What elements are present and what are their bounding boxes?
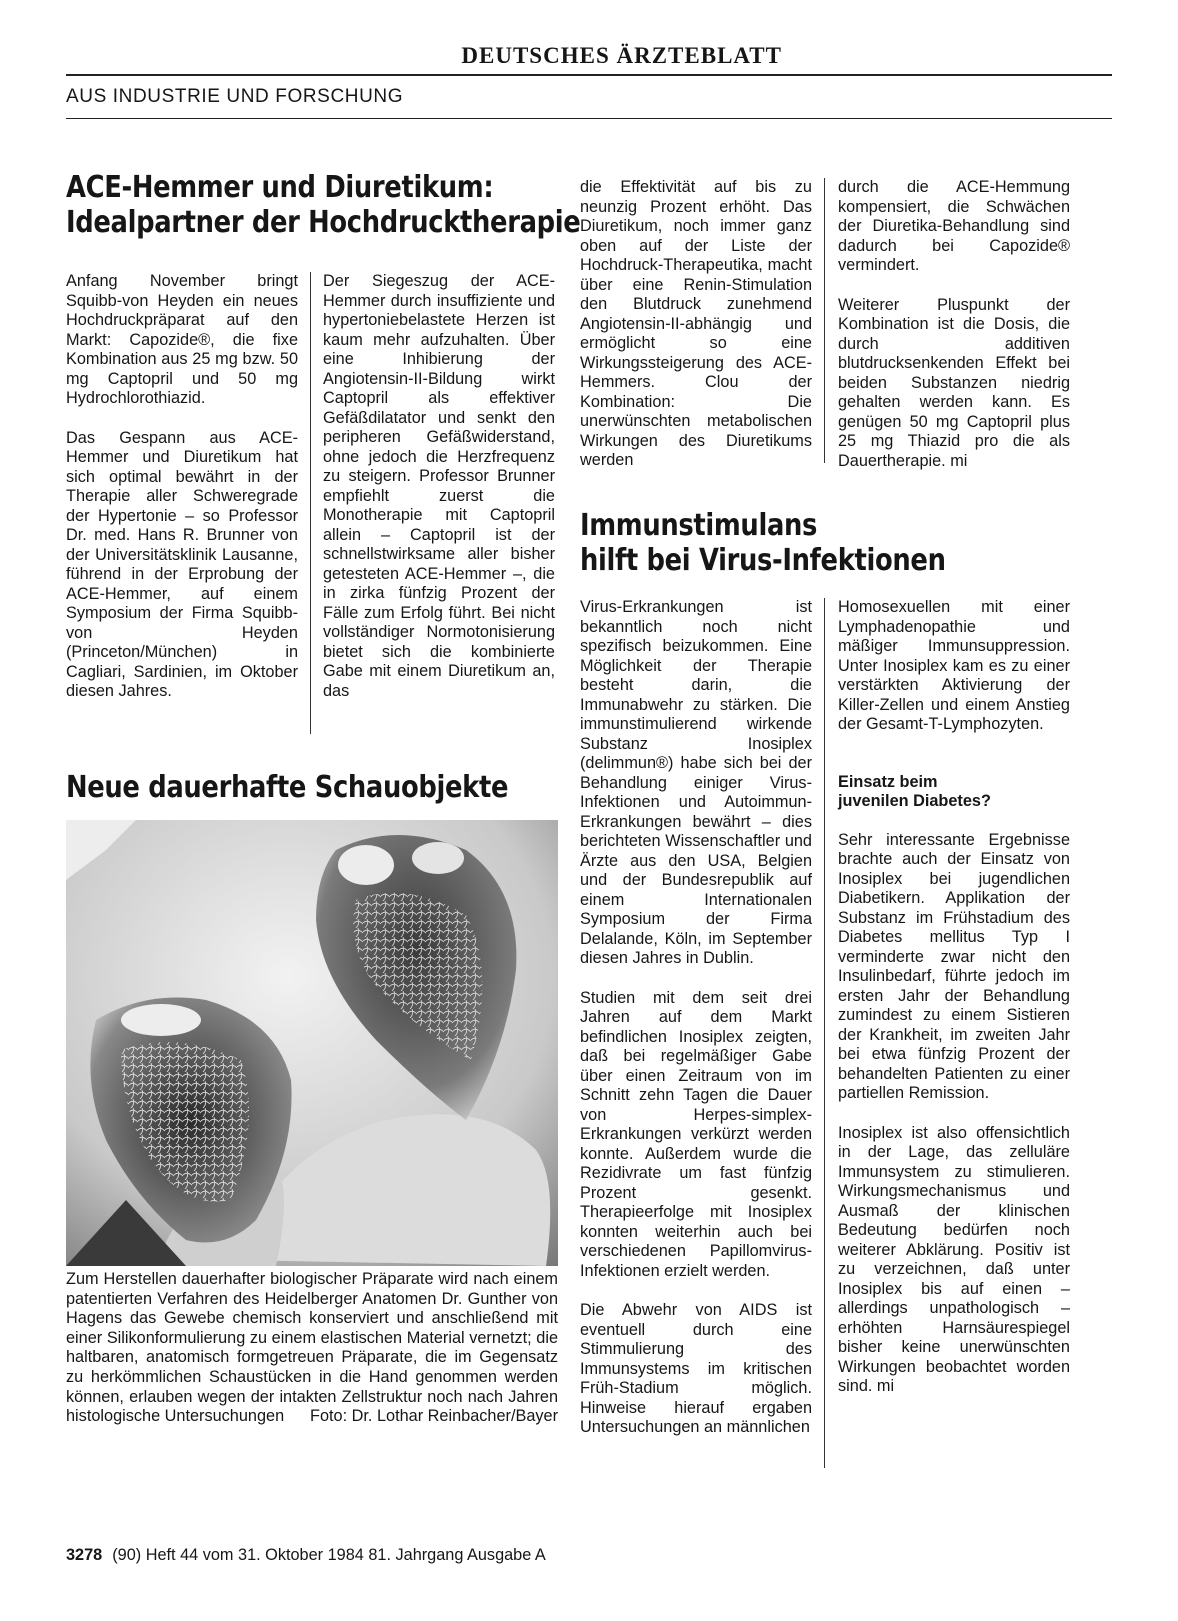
masthead: DEUTSCHES ÄRZTEBLATT xyxy=(461,43,782,68)
immun-title xyxy=(580,508,1080,578)
paragraph: Studien mit dem seit drei Jahren auf dem Markt befindlichen Inosiplex zeigten, daß bei regelmäßiger Gabe über einen Zeitraum von im Schnitt zehn Tagen die Dauer von Herpes-simplex-Erkrankungen verkürzt werden konnte. Außerdem wurde die Rezidivrate um fast fünfzig Prozent gesenkt. Therapieerfolge mit Inosiplex konnten weiterhin auch bei verschiedenen Papillomvirus-Infektionen erzielt werden. xyxy=(580,988,812,1280)
heart-specimen-image xyxy=(66,820,558,1266)
ace-title-line2: Idealpartner der Hochdrucktherapie xyxy=(66,205,581,240)
paragraph: Virus-Erkrankungen ist bekanntlich noch nicht spezifisch beizukommen. Eine Möglichkeit der Therapie besteht darin, die Immunabwehr zu stärken. Die immunstimulierend wirkende Substanz Inosiplex (delimmun®) habe sich bei der Behandlung einiger Virus-Infektionen und Autoimmun-Erkrankungen bewährt – dies berichteten Wissenschaftler und Ärzte aus den USA, Belgien und der Bundesrepublik auf einem Internationalen Symposium der Firma Delalande, Köln, im September diesen Jahres in Dublin. xyxy=(580,598,812,967)
photo-credit: Foto: Dr. Lothar Reinbacher/Bayer xyxy=(310,1407,558,1426)
ace-column-1 xyxy=(66,272,298,702)
ace-column-3 xyxy=(580,178,812,471)
paragraph: Sehr interessante Ergebnisse brachte auch der Einsatz von Inosiplex bei jugendlichen Diabetikern. Applikation der Substanz im Frühstadium des Diabetes mellitus Typ I verminderte zwar nicht den Insulinbedarf, führte jedoch im ersten Jahr der Behandlung zumindest zu einem Sistieren der Krankheit, im zweiten Jahr bei etwa fünfzig Prozent der behandelten Patienten zu einer partiellen Remission. xyxy=(838,830,1070,1102)
paragraph: Inosiplex ist also offensichtlich in der Lage, das zelluläre Immunsystem zu stimulieren. Wirkungsmechanismus und Ausmaß der klinischen Bedeutung bedürfen noch weiterer Abklärung. Positiv ist zu verzeichnen, daß unter Inosiplex bis auf einen – allerdings unpathologisch – erhöhten Harnsäurespiegel bisher keine unerwünschten Wirkungen beobachtet worden sind. mi xyxy=(838,1123,1070,1395)
caption-text: Zum Herstellen dauerhafter biologischer Präparate wird nach einem patentierten Verfahren des Heidelberger Anatomen Dr. Gunther von Hagens das Gewebe chemisch konserviert und anschließend mit einer Silikonformulierung zu einem elastischen Material vernetzt; die haltbaren, anatomisch formgetreuen Präparate, die im Gegensatz zu herkömmlichen Schaustücken in die Hand genommen werden können, erlauben wegen der intakten Zellstruktur noch nach Jahren histologische Untersuchungen xyxy=(66,1270,558,1426)
paragraph: Das Gespann aus ACE-Hemmer und Diuretikum hat sich optimal bewährt in der Therapie aller Schweregrade der Hypertonie – so Professor Dr. med. Hans R. Brunner von der Universitätsklinik Lausanne, führend in der Erprobung der ACE-Hemmer, auf einem Symposium der Firma Squibb-von Heyden (Princeton/München) in Cagliari, Sardinien, im Oktober diesen Jahres. xyxy=(66,428,298,700)
paragraph: Homosexuellen mit einer Lymphadenopathie und mäßiger Immunsuppression. Unter Inosiplex kam es zu einer verstärkten Aktivierung der Killer-Zellen und einem Anstieg der Gesamt-T-Lymphozyten. xyxy=(838,598,1070,733)
ace-column-4 xyxy=(838,178,1070,471)
ace-title-line1: ACE-Hemmer und Diuretikum: xyxy=(66,170,494,205)
column-divider xyxy=(824,598,825,1468)
column-divider xyxy=(310,272,311,734)
column-divider xyxy=(824,178,825,463)
page-number: 3278 xyxy=(66,1546,103,1564)
section-label: AUS INDUSTRIE UND FORSCHUNG xyxy=(66,86,404,107)
page-footer xyxy=(66,1545,546,1565)
paragraph: Die Abwehr von AIDS ist eventuell durch eine Stimmulierung des Immunsystems im kritischen Früh-Stadium möglich. Hinweise hierauf ergaben Untersuchungen an männlichen xyxy=(580,1301,812,1436)
schau-title: Neue dauerhafte Schauobjekte xyxy=(66,770,509,805)
immun-title-line2: hilft bei Virus-Infektionen xyxy=(580,543,946,578)
section-rule xyxy=(66,118,1112,119)
immun-column-2 xyxy=(838,598,1070,1397)
issue-info: (90) Heft 44 vom 31. Oktober 1984 81. Jahrgang Ausgabe A xyxy=(112,1546,546,1564)
photo-caption xyxy=(66,1270,558,1427)
subheading xyxy=(838,773,1070,812)
immun-column-1 xyxy=(580,598,812,1438)
paragraph: die Effektivität auf bis zu neunzig Prozent erhöht. Das Diuretikum, noch immer ganz oben auf der Liste der Hochdruck-Therapeutika, macht über eine Renin-Stimulation den Blutdruck zunehmend Angiotensin-II-abhängig und ermöglicht so eine Wirkungssteigerung des ACE-Hemmers. Clou der Kombination: Die unerwünschten metabolischen Wirkungen des Diuretikums werden xyxy=(580,178,812,469)
subheading-line2: juvenilen Diabetes? xyxy=(838,792,991,810)
ace-column-2 xyxy=(323,272,555,701)
paragraph: Der Siegeszug der ACE-Hemmer durch insuffiziente und hypertoniebelastete Herzen ist kaum mehr aufzuhalten. Über eine Inhibierung der Angiotensin-II-Bildung wirkt Captopril als effektiver Gefäßdilatator und senkt den peripheren Gefäßwiderstand, ohne jedoch die Herzfrequenz zu steigern. Professor Brunner empfiehlt zuerst die Monotherapie mit Captopril allein – Captopril ist der schnellstwirksame aller bisher getesteten ACE-Hemmer –, die in zirka fünfzig Prozent der Fälle zum Erfolg führt. Bei nicht vollständiger Normotonisierung bietet sich die kombinierte Gabe mit einem Diuretikum an, das xyxy=(323,272,555,700)
heart-specimen-photo xyxy=(66,820,558,1266)
ace-title xyxy=(66,170,581,240)
immun-title-line1: Immunstimulans xyxy=(580,508,818,543)
subheading-line1: Einsatz beim xyxy=(838,772,938,791)
paragraph: Anfang November bringt Squibb-von Heyden ein neues Hochdruckpräparat auf den Markt: Capozide®, die fixe Kombination aus 25 mg bzw. 50 mg Captopril und 50 mg Hydrochlorothiazid. xyxy=(66,272,298,407)
paragraph: Weiterer Pluspunkt der Kombination ist die Dosis, die durch additiven blutdrucksenkenden Effekt bei beiden Substanzen niedrig gehalten werden kann. Es genügen 50 mg Captopril plus 25 mg Thiazid pro die als Dauertherapie. mi xyxy=(838,295,1070,470)
header-rule xyxy=(66,74,1112,76)
paragraph: durch die ACE-Hemmung kompensiert, die Schwächen der Diuretika-Behandlung sind dadurch bei Capozide® vermindert. xyxy=(838,178,1070,274)
schau-title-wrap xyxy=(66,770,556,805)
